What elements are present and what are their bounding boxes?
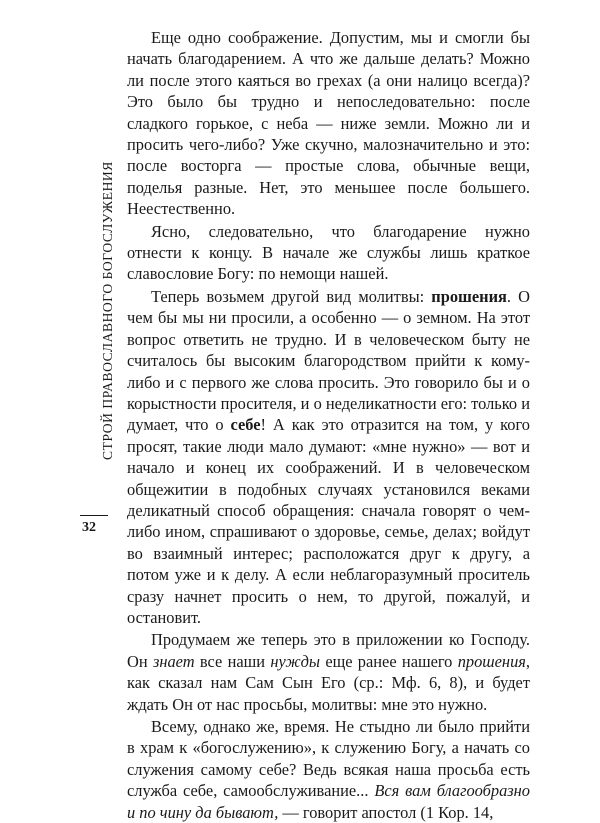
emph-nuzhdy: нужды <box>270 651 320 671</box>
running-head-rule <box>80 515 108 516</box>
paragraph-5-part-c: — говорит апостол (1 Кор. 14, <box>278 802 494 822</box>
paragraph-4-part-g: , как сказал нам Сам Сын Его (ср.: Мф. 6, 8), и будет ждать Он от нас просьбы, молитвы: мне это нужно. <box>127 651 530 714</box>
page-number: 32 <box>82 520 96 535</box>
emph-znaet: знает <box>152 651 195 671</box>
paragraph-3-part-c: . О чем бы мы ни просили, а особенно — о земном. На этот вопрос ответить не трудно. И в человеческом быту не считалось бы высоким благородством прийти к кому-либо и с первого же слова просить. Это говорило бы и о корыстности просителя, и о неделикатности его: только и думает, что о <box>127 286 530 435</box>
body-text <box>127 27 530 823</box>
paragraph-5 <box>127 716 530 823</box>
paragraph-4 <box>127 629 530 715</box>
paragraph-4-part-a: Продумаем же теперь это в приложении ко Господу. Он <box>127 630 530 671</box>
paragraph-4-part-c: все наши <box>194 651 271 671</box>
term-sebe: себе <box>230 415 261 435</box>
running-head: СТРОЙ ПРАВОСЛАВНОГО БОГОСЛУЖЕНИЯ <box>100 161 115 460</box>
paragraph-3 <box>127 286 530 629</box>
emph-proshenia: прошения <box>457 651 526 671</box>
paragraph-1: Еще одно соображение. Допустим, мы и смогли бы начать благодарением. А что же дальше делать? Можно ли после этого каяться во грехах (а они налицо всегда)? Это было бы трудно и непоследовательно: после сладкого горькое, с неба — ниже земли. Можно ли и просить чего-либо? Уже скучно, малозначительно и это: после восторга — простые слова, обычные вещи, поделья разные. Нет, это меньшее после большего. Неестественно. <box>127 28 530 219</box>
term-proshenia: прошения <box>431 286 507 306</box>
paragraph-2: Ясно, следовательно, что благодарение нужно отнести к концу. В начале же службы лишь краткое славословие Богу: по немощи нашей. <box>127 221 530 284</box>
paragraph-5-part-a: Всему, однако же, время. Не стыдно ли было прийти в храм к «богослужению», к служению Богу, а начать со служения самому себе? Ведь всякая наша просьба есть служба себе, самообслуживание... <box>127 717 530 801</box>
paragraph-3-part-e: ! А как это отразится на том, у кого просят, такие люди мало думают: «мне нужно» — вот и начало и конец их соображений. И в человеческом общежитии в подобных случаях установился веками деликатный способ обращения: сначала говорят о чем-либо ином, спрашивают о здоровье, семье, делах; войдут во взаимный интерес; расположатся друг к другу, а потом уже и к делу. А если неблагоразумный проситель сразу начнет просить о нем, то другой, пожалуй, и остановит. <box>127 415 531 627</box>
scripture-quote: Вся вам благообразно и по чину да бывают, <box>127 781 530 822</box>
paragraph-3-part-a: Теперь возьмем другой вид молитвы: <box>151 286 432 306</box>
paragraph-4-part-e: еще ранее нашего <box>320 651 458 671</box>
